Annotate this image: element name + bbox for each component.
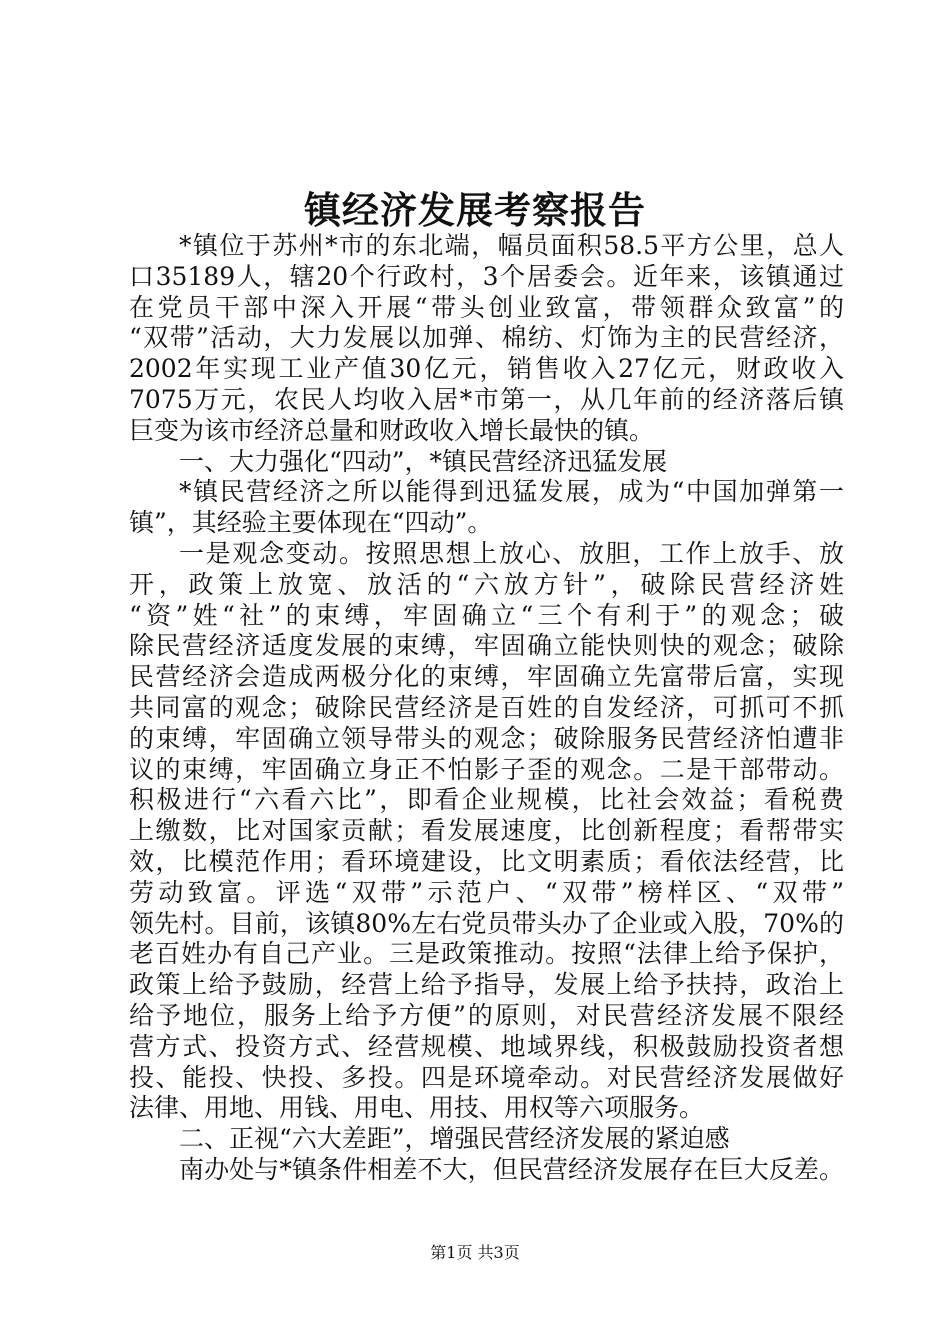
- text-line: 给予地位，服务上给予方便”的原则，对民营经济发展不限经: [129, 1000, 844, 1030]
- text-line: 积极进行“六看六比”，即看企业规模，比社会效益；看税费: [129, 785, 844, 815]
- text-line: 投、能投、快投、多投。四是环境牵动。对民营经济发展做好: [129, 1062, 844, 1092]
- text-line: 议的束缚，牢固确立身正不怕影子歪的观念。二是干部带动。: [129, 754, 844, 784]
- page-number: 第1页 共3页: [430, 1243, 520, 1262]
- text-line: 营方式、投资方式、经营规模、地域界线，积极鼓励投资者想: [129, 1031, 844, 1061]
- text-line: 巨变为该市经济总量和财政收入增长最快的镇。: [129, 415, 655, 445]
- text-line: *镇民营经济之所以能得到迅猛发展，成为“中国加弹第一: [179, 477, 844, 507]
- text-line: 政策上给予鼓励，经营上给予指导，发展上给予扶持，政治上: [129, 970, 844, 1000]
- text-line: 效，比模范作用；看环境建设，比文明素质；看依法经营，比: [129, 846, 844, 876]
- text-line: 一是观念变动。按照思想上放心、放胆，工作上放手、放: [179, 538, 844, 568]
- text-line: 口35189人，辖20个行政村，3个居委会。近年来，该镇通过: [129, 261, 844, 291]
- text-line: 领先村。目前，该镇80%左右党员带头办了企业或入股，70%的: [129, 908, 844, 938]
- text-line: 在党员干部中深入开展“带头创业致富，带领群众致富”的: [129, 292, 844, 322]
- text-line: 劳动致富。评选“双带”示范户、“双带”榜样区、“双带”: [129, 877, 844, 907]
- text-line: 的束缚，牢固确立领导带头的观念；破除服务民营经济怕遭非: [129, 723, 844, 753]
- text-line: 镇”，其经验主要体现在“四动”。: [129, 508, 493, 538]
- text-line: 7075万元，农民人均收入居*市第一，从几年前的经济落后镇: [129, 384, 844, 414]
- text-line: 法律、用地、用钱、用电、用技、用权等六项服务。: [129, 1093, 705, 1123]
- document-body: [129, 231, 844, 1186]
- text-line: “双带”活动，大力发展以加弹、棉纺、灯饰为主的民营经济，: [129, 323, 844, 353]
- text-line: 民营经济会造成两极分化的束缚，牢固确立先富带后富，实现: [129, 662, 844, 692]
- text-line: 除民营经济适度发展的束缚，牢固确立能快则快的观念；破除: [129, 631, 844, 661]
- text-line: 南办处与*镇条件相差不大，但民营经济发展存在巨大反差。: [179, 1154, 844, 1184]
- text-line: 2002年实现工业产值30亿元，销售收入27亿元，财政收入: [129, 354, 844, 384]
- text-line: “资”姓“社”的束缚，牢固确立“三个有利于”的观念；破: [129, 600, 844, 630]
- text-line: 共同富的观念；破除民营经济是百姓的自发经济，可抓可不抓: [129, 692, 844, 722]
- document-title: 镇经济发展考察报告: [304, 188, 646, 232]
- text-line: 上缴数，比对国家贡献；看发展速度，比创新程度；看帮带实: [129, 816, 844, 846]
- text-line: 开，政策上放宽、放活的“六放方针”，破除民营经济姓: [129, 569, 844, 599]
- section-heading-2: 二、正视“六大差距”，增强民营经济发展的紧迫感: [179, 1124, 730, 1154]
- text-line: *镇位于苏州*市的东北端，幅员面积58.5平方公里，总人: [179, 231, 844, 260]
- section-heading-1: 一、大力强化“四动”，*镇民营经济迅猛发展: [179, 446, 668, 476]
- text-line: 老百姓办有自己产业。三是政策推动。按照“法律上给予保护，: [129, 939, 844, 969]
